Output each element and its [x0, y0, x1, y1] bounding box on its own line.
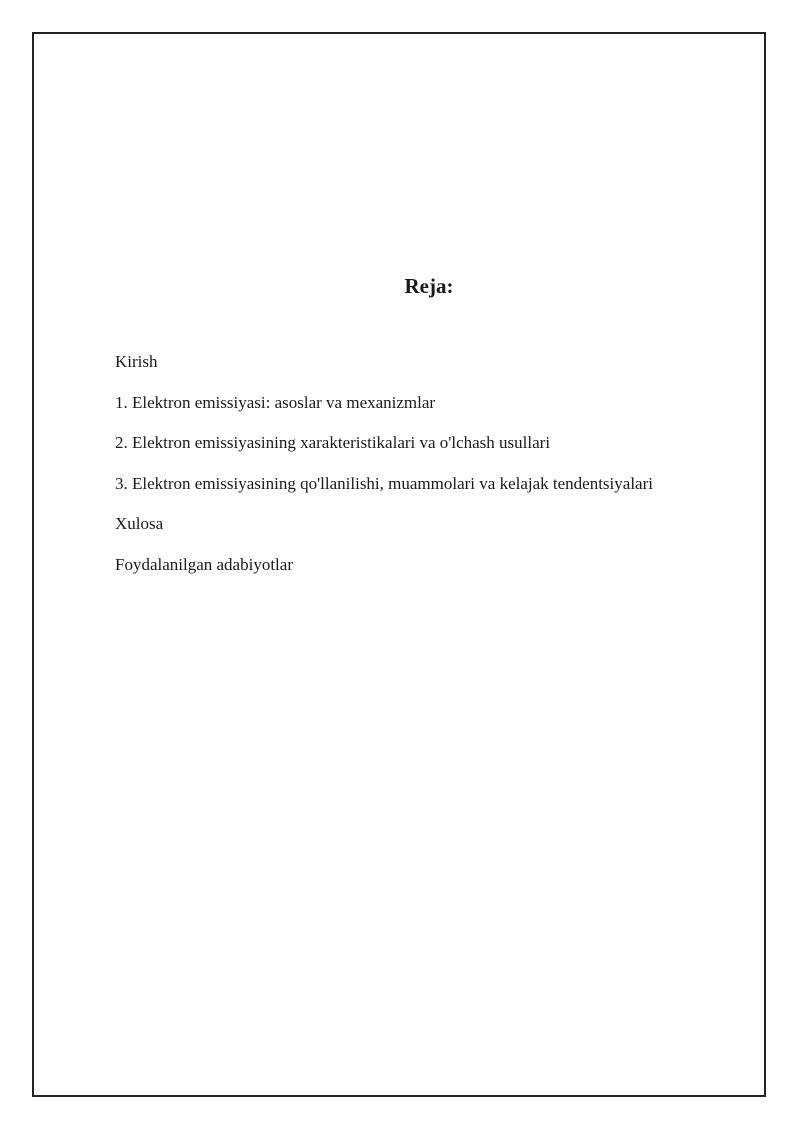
table-of-contents [115, 350, 653, 594]
toc-item-references: Foydalanilgan adabiyotlar [115, 554, 293, 574]
toc-item-chapter-1: 1. Elektron emissiyasi: asoslar va mexanizmlar [115, 392, 436, 412]
toc-item-conclusion: Xulosa [115, 514, 164, 534]
page-title: Reja: [404, 274, 454, 298]
toc-item-chapter-3: 3. Elektron emissiyasining qo'llanilishi, muammolari va kelajak tendentsiyalari [115, 473, 653, 493]
toc-item-introduction: Kirish [115, 352, 158, 371]
toc-item-chapter-2: 2. Elektron emissiyasining xarakteristikalari va o'lchash usullari [115, 433, 551, 453]
